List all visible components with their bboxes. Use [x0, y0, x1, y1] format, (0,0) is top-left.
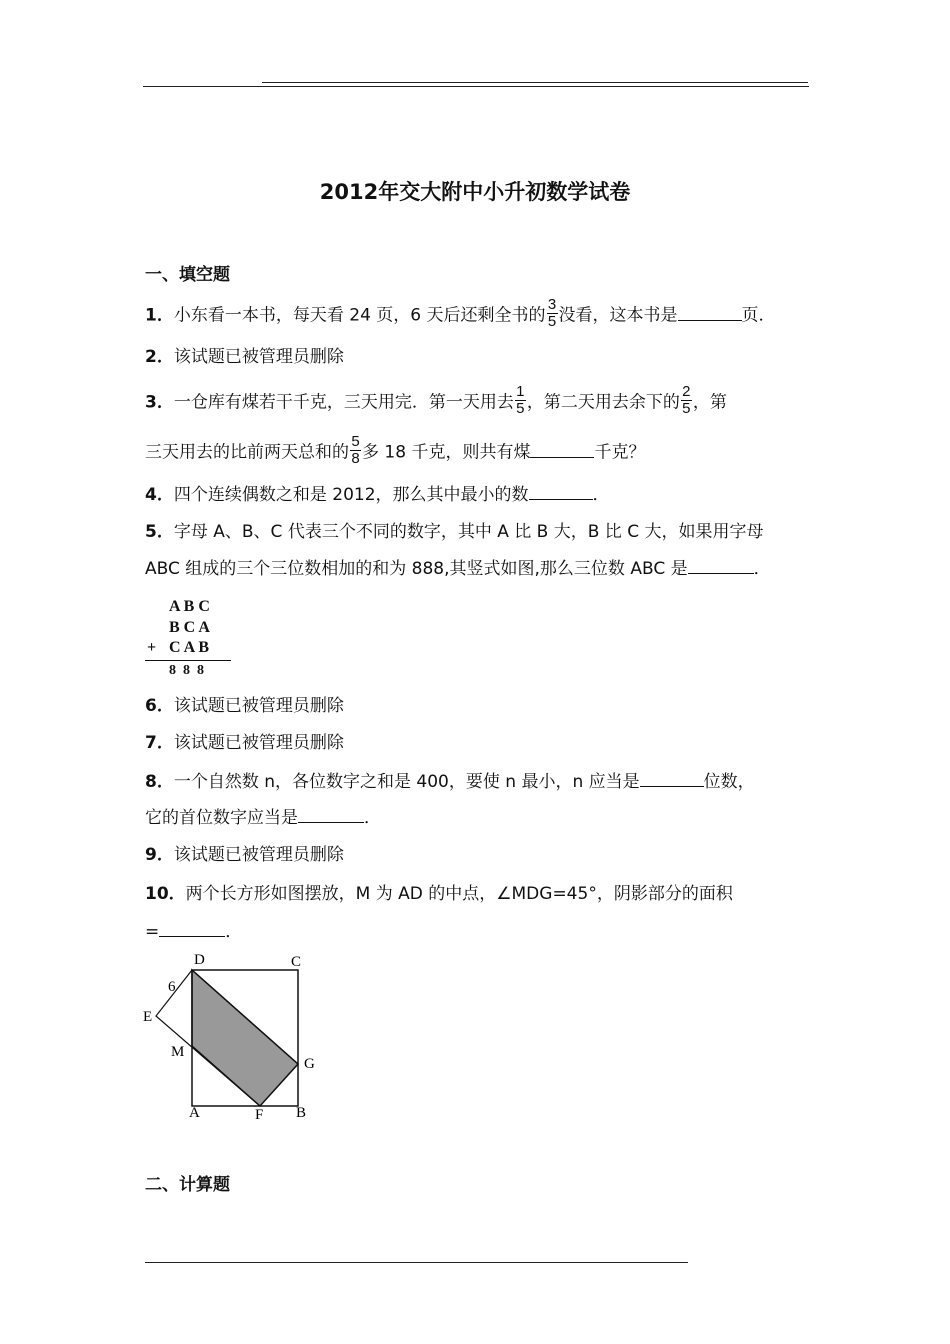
- header-rule-top: [262, 82, 808, 83]
- label-B: B: [296, 1105, 307, 1121]
- question-3-cont: 三天用去的比前两天总和的 $\frac{5}{8}$ 多 18 千克，则共有煤 千克？: [145, 433, 646, 467]
- fraction: $\frac{5}{8}$: [351, 433, 360, 467]
- label-C: C: [291, 954, 302, 970]
- addend-2: B C A: [169, 619, 210, 636]
- label-6: 6: [168, 979, 176, 995]
- question-9: 9．该试题已被管理员删除: [145, 845, 344, 865]
- question-10: 10．两个长方形如图摆放，M 为 AD 的中点，∠MDG=45°，阴影部分的面积: [145, 884, 733, 904]
- label-G: G: [304, 1056, 315, 1072]
- question-3: 3．一仓库有煤若干千克，三天用完．第一天用去 $\frac{1}{5}$ ，第二天用去余下的 $\frac{2}{5}$ ，第: [145, 383, 727, 417]
- answer-blank: [678, 306, 742, 321]
- header-rule: [143, 86, 809, 87]
- answer-blank: [529, 485, 593, 500]
- answer-blank: [298, 808, 364, 823]
- question-6: 6．该试题已被管理员删除: [145, 696, 344, 716]
- question-8-cont: 它的首位数字应当是 ．: [145, 808, 381, 828]
- rectangles-figure: [140, 948, 330, 1128]
- question-5: 5．字母 A、B、C 代表三个不同的数字，其中 A 比 B 大，B 比 C 大，如果用字母: [145, 522, 764, 542]
- answer-blank: [530, 443, 594, 458]
- sum-rule: [145, 660, 231, 661]
- question-10-cont: = ．: [145, 922, 243, 942]
- fraction: $\frac{2}{5}$: [682, 383, 691, 417]
- answer-blank: [688, 559, 754, 574]
- page-title: 2012年交大附中小升初数学试卷: [319, 180, 631, 204]
- label-M: M: [171, 1044, 185, 1060]
- question-8: 8．一个自然数 n，各位数字之和是 400，要使 n 最小，n 应当是 位数，: [145, 772, 755, 792]
- addend-3: C A B: [169, 639, 210, 656]
- sum: 8 8 8: [169, 663, 204, 678]
- fraction: $\frac{3}{5}$: [547, 296, 557, 330]
- answer-blank: [640, 772, 704, 787]
- shaded-region: [192, 970, 298, 1106]
- question-7: 7．该试题已被管理员删除: [145, 733, 344, 753]
- answer-blank: [159, 922, 225, 937]
- q-number: 1．: [145, 305, 174, 326]
- question-2: 2．该试题已被管理员删除: [145, 347, 344, 367]
- section-heading-calc: 二、计算题: [145, 1175, 230, 1195]
- question-5-cont: ABC 组成的三个三位数相加的和为 888,其竖式如图,那么三位数 ABC 是 ．: [145, 559, 771, 579]
- label-F: F: [255, 1107, 264, 1123]
- label-E: E: [143, 1009, 153, 1025]
- addend-1: A B C: [169, 598, 210, 615]
- label-A: A: [189, 1105, 200, 1121]
- question-1: 1．小东看一本书，每天看 24 页，6 天后还剩全书的 $\frac{3}{5}$ 没看，这本书是 页．: [145, 296, 776, 330]
- footer-rule: [145, 1262, 688, 1263]
- fraction: $\frac{1}{5}$: [516, 383, 525, 417]
- label-D: D: [194, 952, 205, 968]
- section-heading-fill: 一、填空题: [145, 265, 230, 285]
- plus-sign: +: [147, 639, 157, 656]
- question-4: 4．四个连续偶数之和是 2012，那么其中最小的数 ．: [145, 485, 610, 505]
